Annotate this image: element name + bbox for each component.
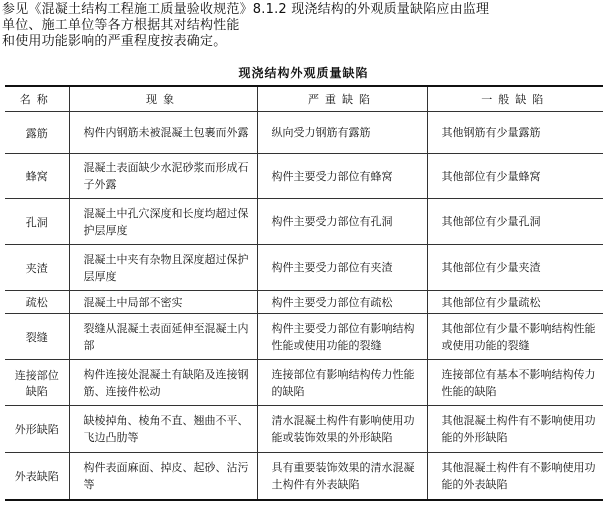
row-name: 连接部位缺陷 <box>5 360 69 406</box>
row-severe: 纵向受力钢筋有露筋 <box>257 112 427 154</box>
row-phenomenon: 构件连接处混凝土有缺陷及连接钢筋、连接件松动 <box>69 360 257 406</box>
row-general: 其他钢筋有少量露筋 <box>427 112 603 154</box>
intro-line-1: 参见《混凝土结构工程施工质量验收规范》8.1.2 现浇结构的外观质量缺陷应由监理 <box>2 2 490 17</box>
intro-line-2: 单位、施工单位等各方根据其对结构性能 <box>2 18 240 33</box>
table-row <box>5 314 603 360</box>
row-phenomenon: 混凝土中夹有杂物且深度超过保护层厚度 <box>69 245 257 291</box>
table-row <box>5 360 603 406</box>
row-severe: 构件主要受力部位有夹渣 <box>257 245 427 291</box>
row-severe: 连接部位有影响结构传力性能的缺陷 <box>257 360 427 406</box>
table-row <box>5 453 603 500</box>
intro-line-3: 和使用功能影响的严重程度按表确定。 <box>2 34 227 49</box>
row-severe: 具有重要装饰效果的清水混凝土构件有外表缺陷 <box>257 453 427 500</box>
row-severe: 构件主要受力部位有蜂窝 <box>257 154 427 199</box>
row-name: 孔洞 <box>5 199 69 245</box>
row-phenomenon: 裂缝从混凝土表面延伸至混凝土内部 <box>69 314 257 360</box>
defects-table <box>5 85 603 501</box>
row-phenomenon: 缺棱掉角、棱角不直、翘曲不平、飞边凸肋等 <box>69 406 257 453</box>
row-name: 蜂窝 <box>5 154 69 199</box>
row-general: 其他部位有少量不影响结构性能或使用功能的裂缝 <box>427 314 603 360</box>
row-severe: 构件主要受力部位有影响结构性能或使用功能的裂缝 <box>257 314 427 360</box>
row-phenomenon: 混凝土表面缺少水泥砂浆而形成石子外露 <box>69 154 257 199</box>
row-name: 露筋 <box>5 112 69 154</box>
table-row <box>5 199 603 245</box>
table-row <box>5 406 603 453</box>
table-row <box>5 245 603 291</box>
row-severe: 构件主要受力部位有疏松 <box>257 291 427 314</box>
row-phenomenon: 构件内钢筋未被混凝土包裹而外露 <box>69 112 257 154</box>
row-name: 疏松 <box>5 291 69 314</box>
row-phenomenon: 构件表面麻面、掉皮、起砂、沾污等 <box>69 453 257 500</box>
row-general: 其他部位有少量孔洞 <box>427 199 603 245</box>
header-general: 一般缺陷 <box>427 86 603 112</box>
row-general: 其他部位有少量疏松 <box>427 291 603 314</box>
row-name: 外表缺陷 <box>5 453 69 500</box>
row-general: 其他混凝土构件有不影响使用功能的外形缺陷 <box>427 406 603 453</box>
table-header-row <box>5 86 603 112</box>
row-phenomenon: 混凝土中局部不密实 <box>69 291 257 314</box>
table-row <box>5 291 603 314</box>
row-general: 其他部位有少量蜂窝 <box>427 154 603 199</box>
intro-paragraph <box>2 2 605 50</box>
row-severe: 清水混凝土构件有影响使用功能或装饰效果的外形缺陷 <box>257 406 427 453</box>
header-name: 名称 <box>5 86 69 112</box>
row-general: 其他混凝土构件有不影响使用功能的外表缺陷 <box>427 453 603 500</box>
table-title: 现浇结构外观质量缺陷 <box>238 66 369 80</box>
header-phenomenon: 现象 <box>69 86 257 112</box>
row-general: 连接部位有基本不影响结构传力性能的缺陷 <box>427 360 603 406</box>
row-name: 裂缝 <box>5 314 69 360</box>
row-name: 夹渣 <box>5 245 69 291</box>
table-row <box>5 154 603 199</box>
row-general: 其他部位有少量夹渣 <box>427 245 603 291</box>
row-name: 外形缺陷 <box>5 406 69 453</box>
row-phenomenon: 混凝土中孔穴深度和长度均超过保护层厚度 <box>69 199 257 245</box>
row-severe: 构件主要受力部位有孔洞 <box>257 199 427 245</box>
table-row <box>5 112 603 154</box>
header-severe: 严重缺陷 <box>257 86 427 112</box>
